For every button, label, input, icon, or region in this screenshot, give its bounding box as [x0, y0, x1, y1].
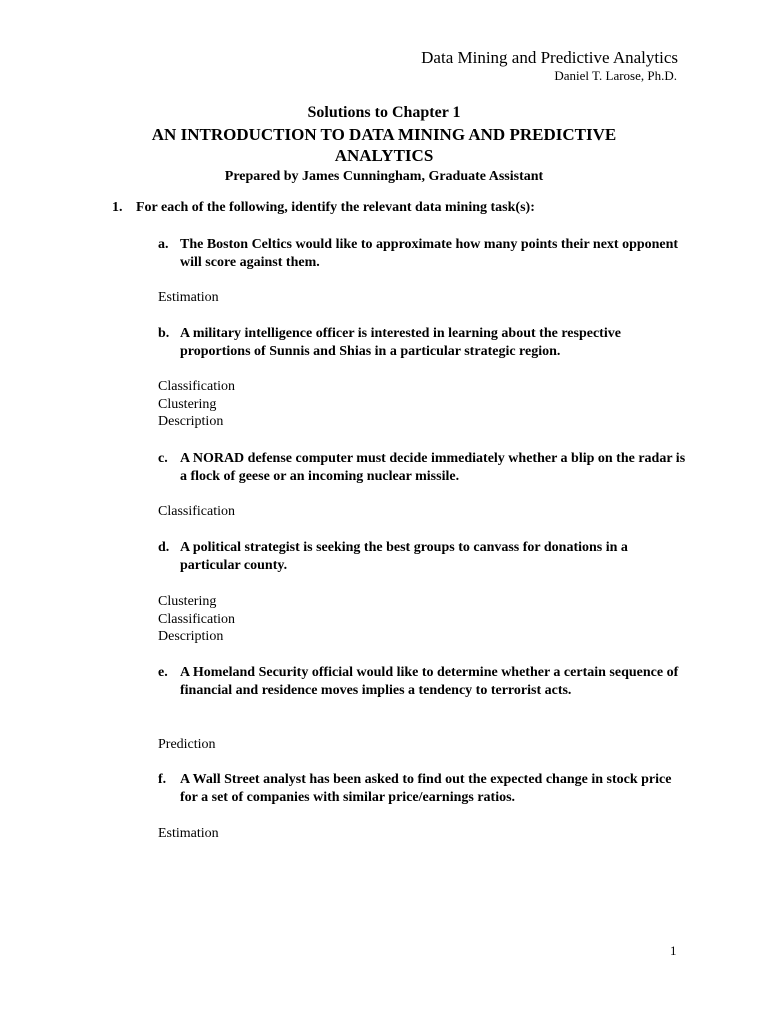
- answer: Classification: [158, 611, 235, 627]
- answers-c: [158, 503, 235, 521]
- answer: Prediction: [158, 737, 216, 752]
- item-d: [158, 539, 688, 575]
- answer: Estimation: [158, 826, 219, 841]
- item-letter: b.: [158, 326, 170, 341]
- item-b: [158, 325, 688, 361]
- title-block: [0, 103, 768, 186]
- item-e: [158, 664, 688, 700]
- prepared-by: Prepared by James Cunningham, Graduate Assistant: [224, 169, 544, 184]
- item-letter: e.: [158, 665, 168, 680]
- question-text: For each of the following, identify the relevant data mining task(s):: [136, 200, 535, 215]
- item-f: [158, 771, 688, 807]
- item-letter: d.: [158, 540, 170, 555]
- chapter-title: AN INTRODUCTION TO DATA MINING AND PREDICTIVE ANALYTICS: [151, 125, 617, 165]
- chapter-solutions-title: Solutions to Chapter 1: [307, 104, 461, 121]
- answers-d: [158, 593, 235, 646]
- answer: Description: [158, 629, 224, 644]
- answers-e: [158, 736, 216, 754]
- answers-a: [158, 289, 219, 307]
- item-letter: c.: [158, 451, 168, 466]
- answer: Classification: [158, 504, 235, 519]
- item-letter: a.: [158, 237, 169, 252]
- answers-f: [158, 825, 219, 843]
- item-text: The Boston Celtics would like to approximate how many points their next opponent will score against them.: [180, 237, 679, 270]
- item-a: [158, 236, 688, 272]
- answer: Description: [158, 414, 224, 429]
- item-text: A Wall Street analyst has been asked to find out the expected change in stock price for a set of companies with similar price/earnings ratios.: [180, 772, 672, 805]
- item-text: A political strategist is seeking the best groups to canvass for donations in a particular county.: [180, 540, 628, 573]
- answer: Estimation: [158, 290, 219, 305]
- item-letter: f.: [158, 772, 167, 787]
- question-1: [112, 199, 535, 217]
- answer: Clustering: [158, 594, 217, 609]
- answers-b: [158, 378, 235, 431]
- item-text: A Homeland Security official would like to determine whether a certain sequence of financial and residence moves implies a tendency to terrorist acts.: [180, 665, 679, 698]
- running-header-title: Data Mining and Predictive Analytics: [421, 48, 678, 67]
- item-text: A military intelligence officer is interested in learning about the respective proportions of Sunnis and Shias in a particular strategic region.: [180, 326, 621, 359]
- answer: Clustering: [158, 396, 217, 412]
- item-c: [158, 450, 688, 486]
- running-header-author: Daniel T. Larose, Ph.D.: [554, 68, 677, 83]
- page-number: 1: [670, 943, 677, 958]
- item-text: A NORAD defense computer must decide immediately whether a blip on the radar is a flock of geese or an incoming nuclear missile.: [180, 451, 686, 484]
- question-number: 1.: [112, 200, 123, 215]
- answer: Classification: [158, 379, 235, 394]
